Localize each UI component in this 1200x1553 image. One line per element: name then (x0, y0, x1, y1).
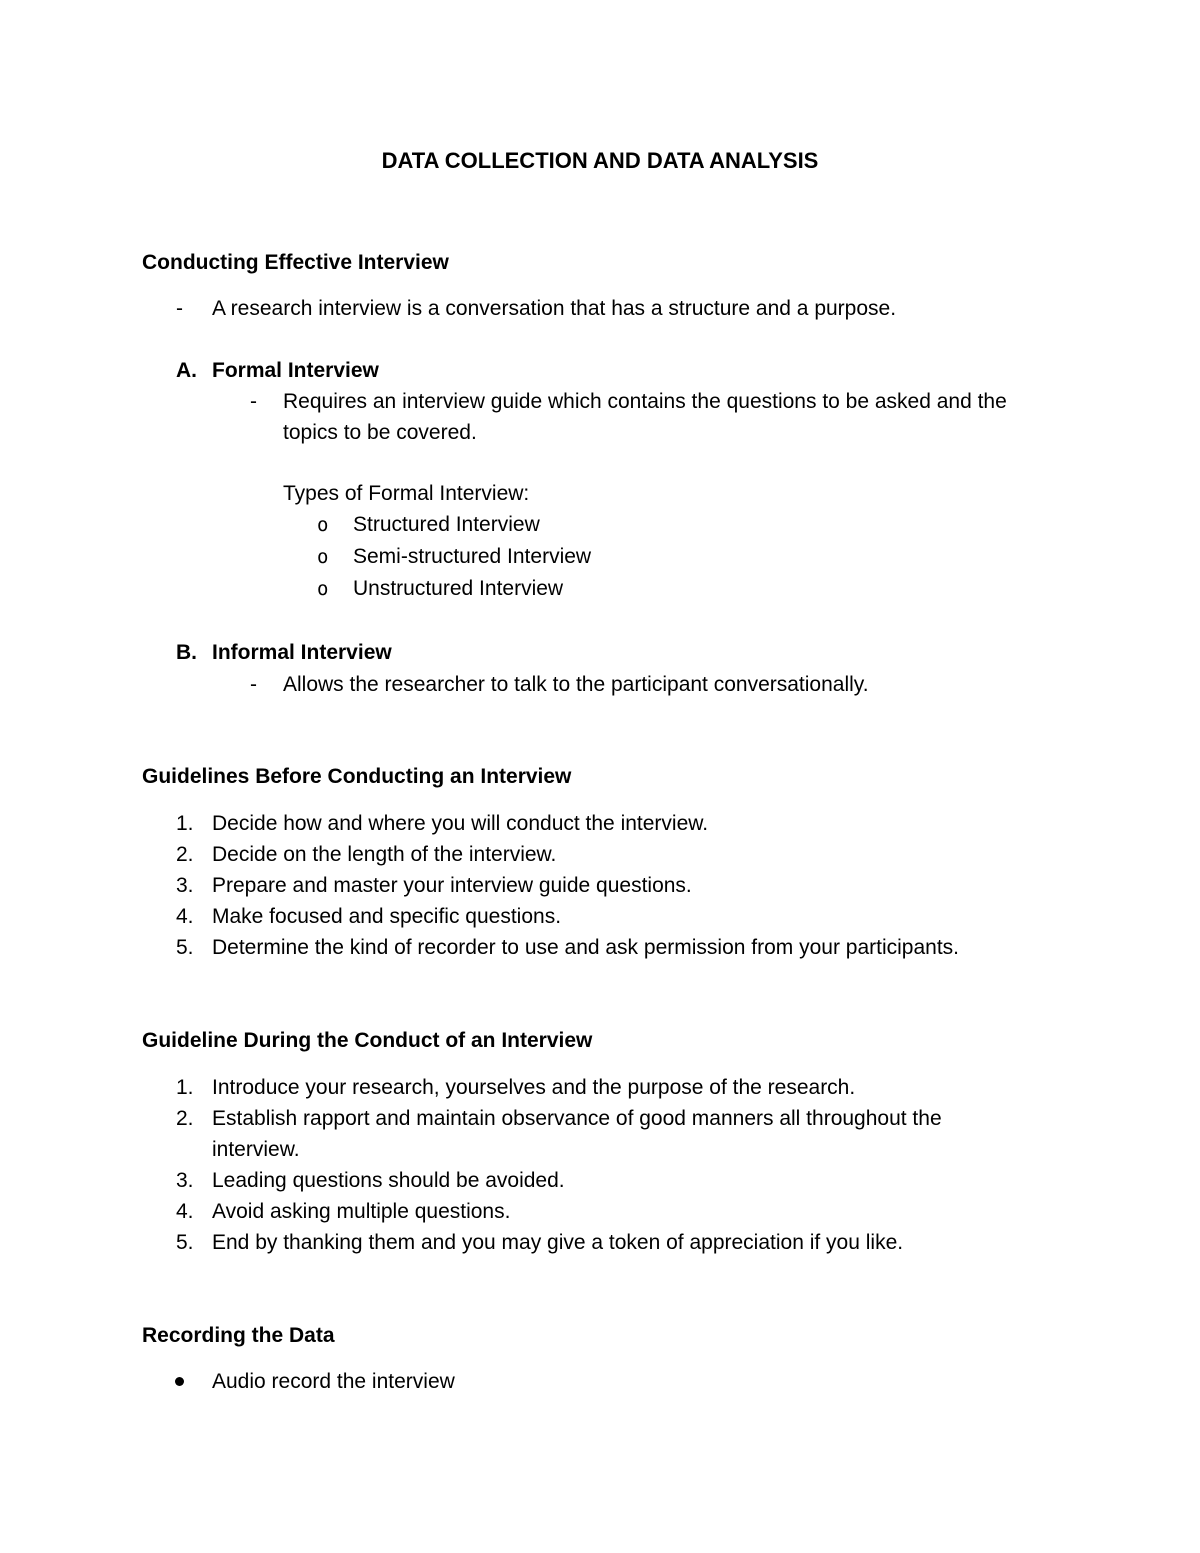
types-label: Types of Formal Interview: (283, 482, 530, 505)
list-item: Introduce your research, yourselves and the purpose of the research. (212, 1076, 856, 1099)
circle-bullet: o (317, 514, 329, 536)
section-heading: Guidelines Before Conducting an Interview (142, 765, 572, 788)
list-item: Leading questions should be avoided. (212, 1169, 565, 1192)
list-item: Prepare and master your interview guide questions. (212, 874, 692, 897)
informal-description: Allows the researcher to talk to the participant conversationally. (283, 673, 869, 696)
list-item-continuation: interview. (212, 1138, 300, 1161)
list-number: 3. (176, 1169, 194, 1192)
list-item: Establish rapport and maintain observance of good manners all throughout the (212, 1107, 942, 1130)
list-number: 2. (176, 1107, 194, 1130)
list-item: Unstructured Interview (353, 577, 564, 600)
list-item: Semi-structured Interview (353, 545, 592, 568)
list-number: 4. (176, 905, 194, 928)
list-number: 1. (176, 1076, 194, 1099)
list-number: 3. (176, 874, 194, 897)
formal-description-line2: topics to be covered. (283, 421, 477, 444)
page-title: DATA COLLECTION AND DATA ANALYSIS (381, 148, 819, 173)
circle-bullet: o (317, 546, 329, 568)
dash-marker: - (250, 673, 257, 696)
list-marker: B. (176, 641, 197, 664)
section-heading: Recording the Data (142, 1324, 335, 1347)
list-item: Audio record the interview (212, 1370, 455, 1393)
section-heading: Guideline During the Conduct of an Interview (142, 1029, 593, 1052)
list-item: Avoid asking multiple questions. (212, 1200, 511, 1223)
dash-marker: - (250, 390, 257, 413)
list-item: Decide on the length of the interview. (212, 843, 557, 866)
list-item: End by thanking them and you may give a token of appreciation if you like. (212, 1231, 904, 1254)
subheading-informal-interview: Informal Interview (212, 641, 392, 664)
list-number: 4. (176, 1200, 194, 1223)
list-item: Structured Interview (353, 513, 540, 536)
dash-marker: - (176, 297, 183, 320)
list-number: 5. (176, 1231, 194, 1254)
list-marker: A. (176, 359, 197, 382)
bullet-icon (175, 1377, 184, 1386)
list-item: Make focused and specific questions. (212, 905, 562, 928)
list-number: 1. (176, 812, 194, 835)
list-number: 2. (176, 843, 194, 866)
circle-bullet: o (317, 578, 329, 600)
list-item: Determine the kind of recorder to use and ask permission from your participants. (212, 936, 960, 959)
list-item: Decide how and where you will conduct the interview. (212, 812, 709, 835)
formal-description-line1: Requires an interview guide which contains the questions to be asked and the (283, 390, 1007, 413)
intro-text: A research interview is a conversation that has a structure and a purpose. (212, 297, 897, 320)
subheading-formal-interview: Formal Interview (212, 359, 379, 382)
section-heading: Conducting Effective Interview (142, 251, 449, 274)
list-number: 5. (176, 936, 194, 959)
